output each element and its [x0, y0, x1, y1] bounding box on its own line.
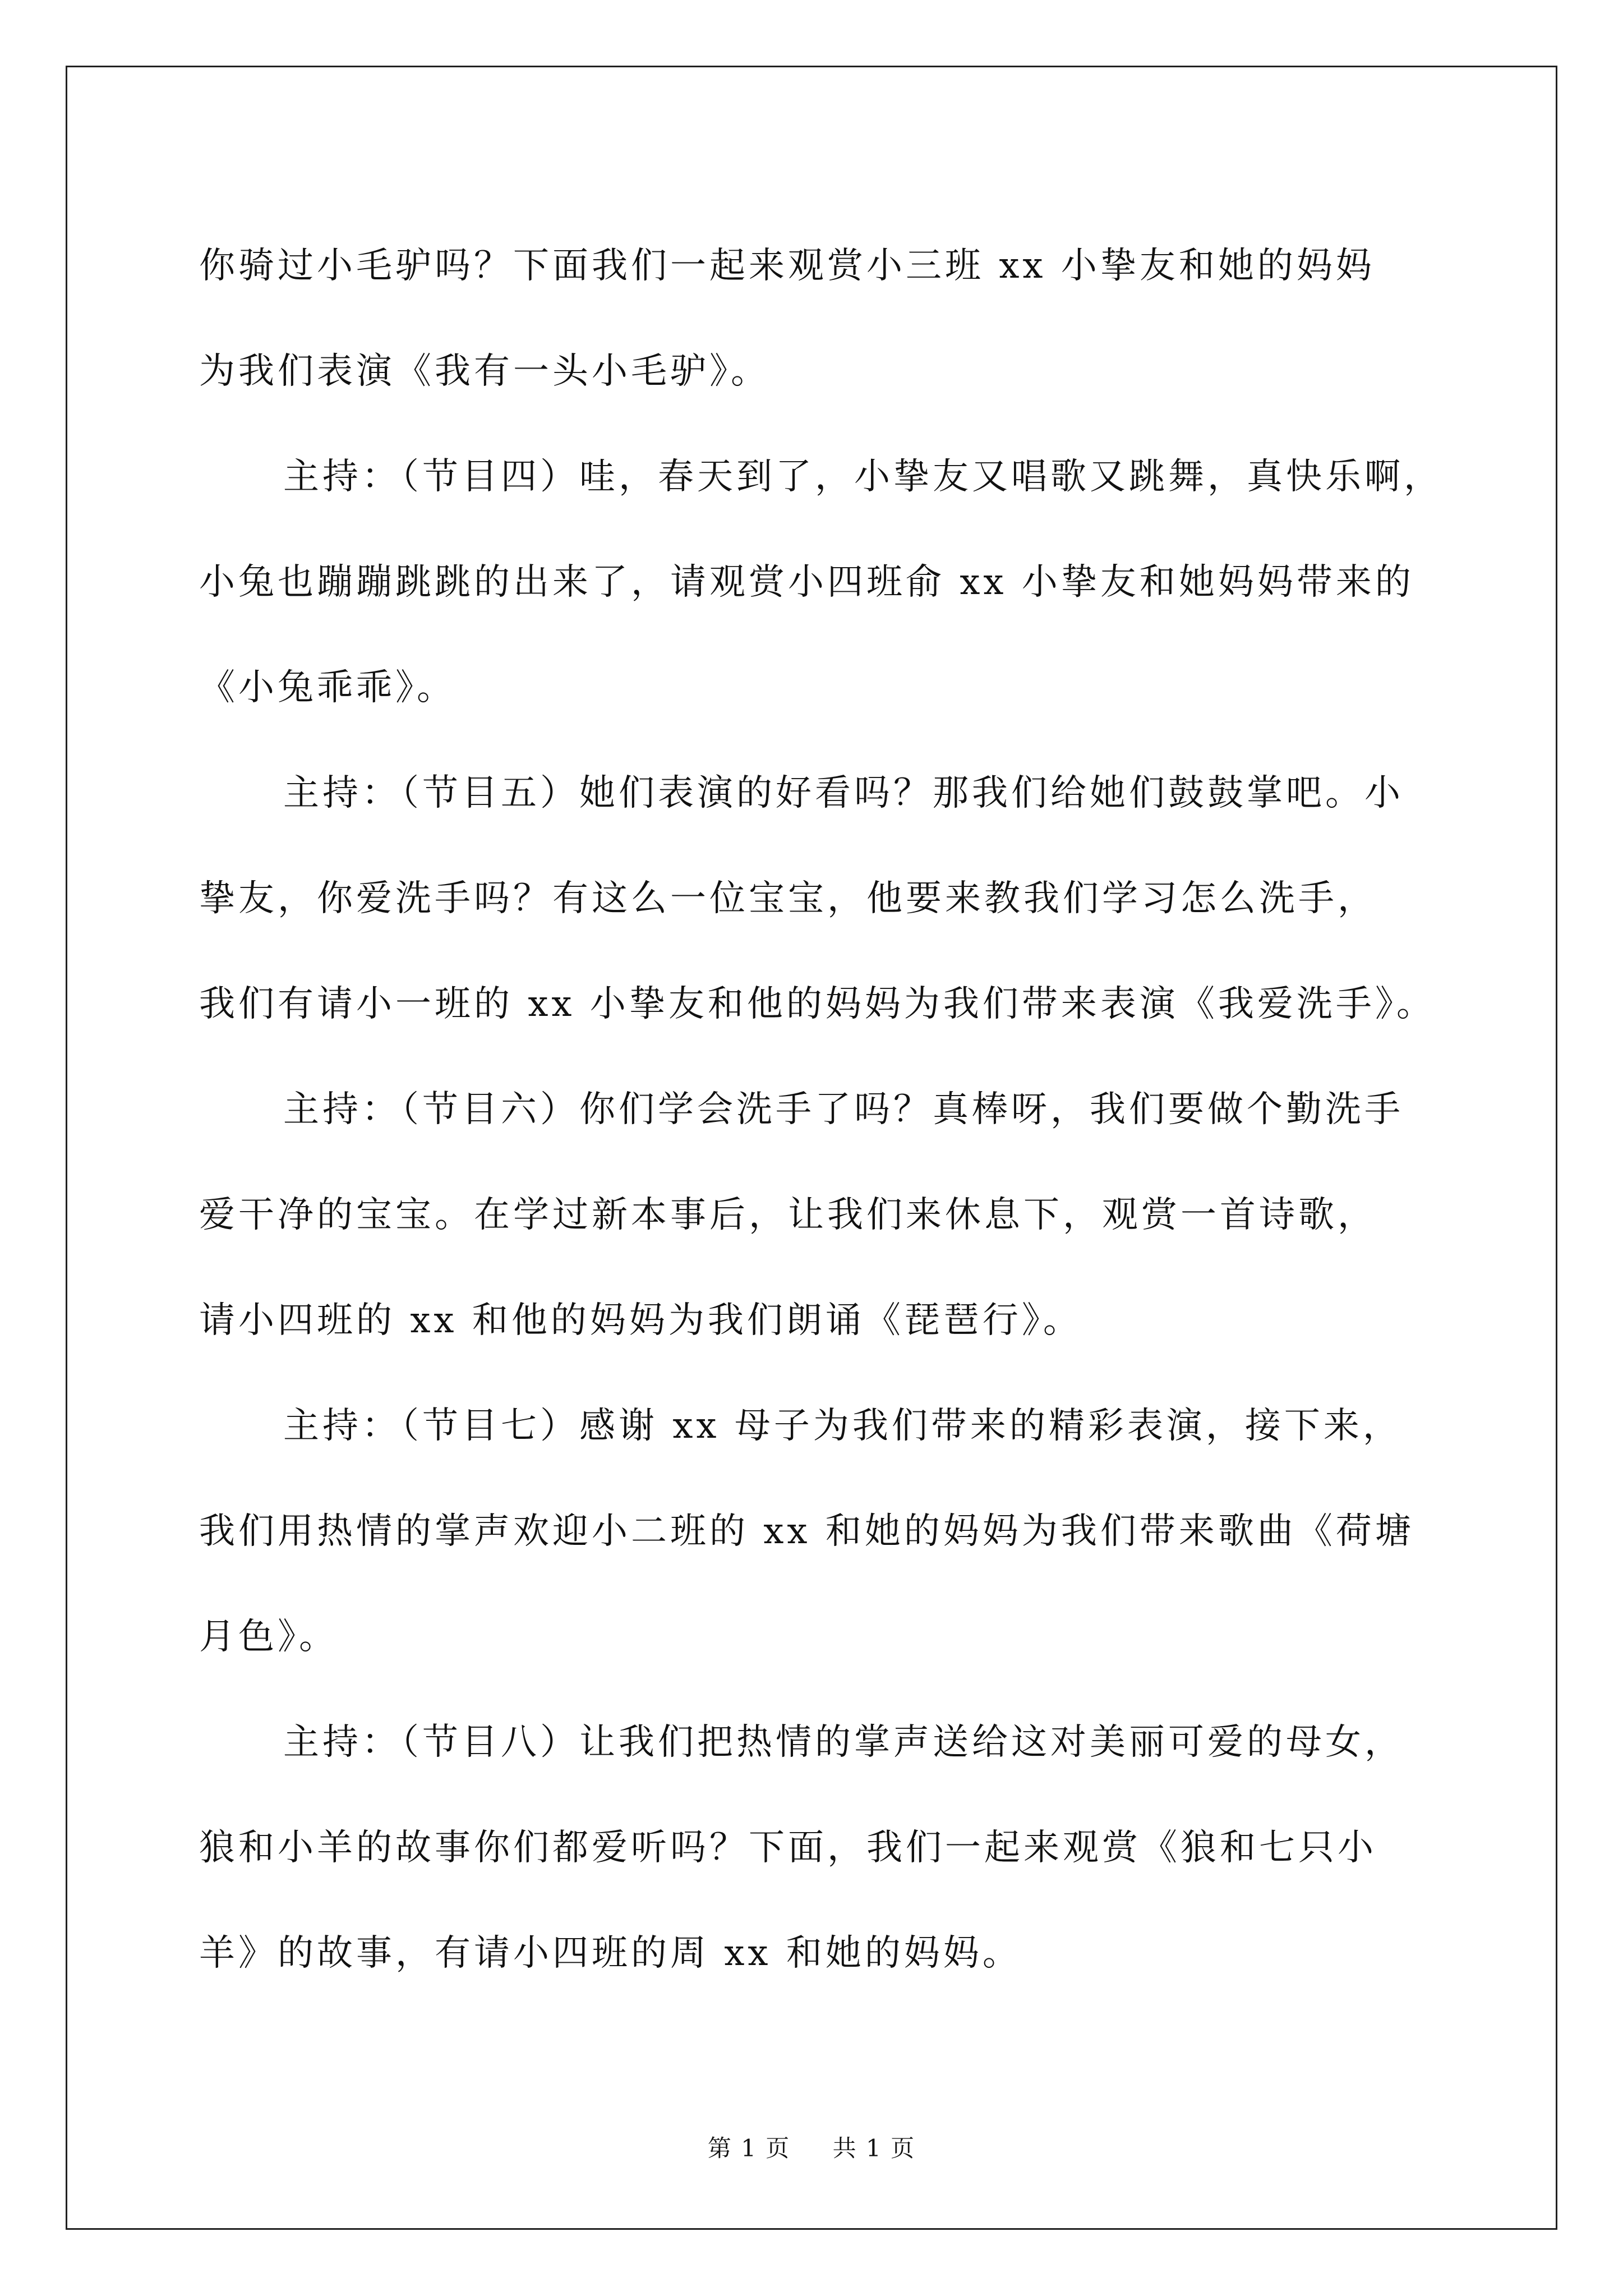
text-line: 请小四班的 xx 和他的妈妈为我们朗诵《琵琶行》。 — [199, 1300, 1082, 1341]
page-number: 第 1 页 — [707, 2134, 791, 2162]
text-line: 主持：（节目四）哇，春天到了，小挚友又唱歌又跳舞，真快乐啊， — [283, 456, 1443, 498]
text-line: 为我们表演《我有一头小毛驴》。 — [199, 351, 770, 392]
text-line: 主持：（节目七）感谢 xx 母子为我们带来的精彩表演，接下来， — [283, 1405, 1402, 1447]
paragraph-program-8 — [199, 1690, 1422, 2006]
paragraph-program-4 — [199, 424, 1443, 740]
text-line: 你骑过小毛驴吗？下面我们一起来观赏小三班 xx 小挚友和她的妈妈 — [199, 245, 1375, 287]
page-footer — [0, 2132, 1623, 2165]
text-line: 我们有请小一班的 xx 小挚友和他的妈妈为我们带来表演《我爱洗手》。 — [199, 983, 1436, 1025]
text-line: 爱干净的宝宝。在学过新本事后，让我们来休息下，观赏一首诗歌， — [199, 1194, 1377, 1236]
text-line: 《小兔乖乖》。 — [199, 667, 456, 708]
paragraph-program-5 — [199, 740, 1436, 1057]
text-line: 主持：（节目八）让我们把热情的掌声送给这对美丽可爱的母女， — [283, 1722, 1404, 1763]
text-line: 狼和小羊的故事你们都爱听吗？下面，我们一起来观赏《狼和七只小 — [199, 1827, 1377, 1869]
text-line: 羊》的故事，有请小四班的周 xx 和她的妈妈。 — [199, 1932, 1022, 1974]
document-body — [199, 213, 1443, 2006]
text-line: 我们用热情的掌声欢迎小二班的 xx 和她的妈妈为我们带来歌曲《荷塘 — [199, 1511, 1414, 1552]
text-line: 主持：（节目五）她们表演的好看吗？那我们给她们鼓鼓掌吧。小 — [283, 772, 1404, 814]
text-line: 挚友，你爱洗手吗？有这么一位宝宝，他要来教我们学习怎么洗手， — [199, 878, 1377, 919]
paragraph-program-7 — [199, 1373, 1422, 1690]
text-line: 主持：（节目六）你们学会洗手了吗？真棒呀，我们要做个勤洗手 — [283, 1089, 1404, 1130]
paragraph-program-6 — [199, 1057, 1422, 1373]
text-line: 月色》。 — [199, 1616, 338, 1658]
text-line: 小兔也蹦蹦跳跳的出来了，请观赏小四班俞 xx 小挚友和她妈妈带来的 — [199, 562, 1414, 603]
paragraph-intro-donkey — [199, 213, 1422, 424]
page-total: 共 1 页 — [832, 2134, 916, 2162]
